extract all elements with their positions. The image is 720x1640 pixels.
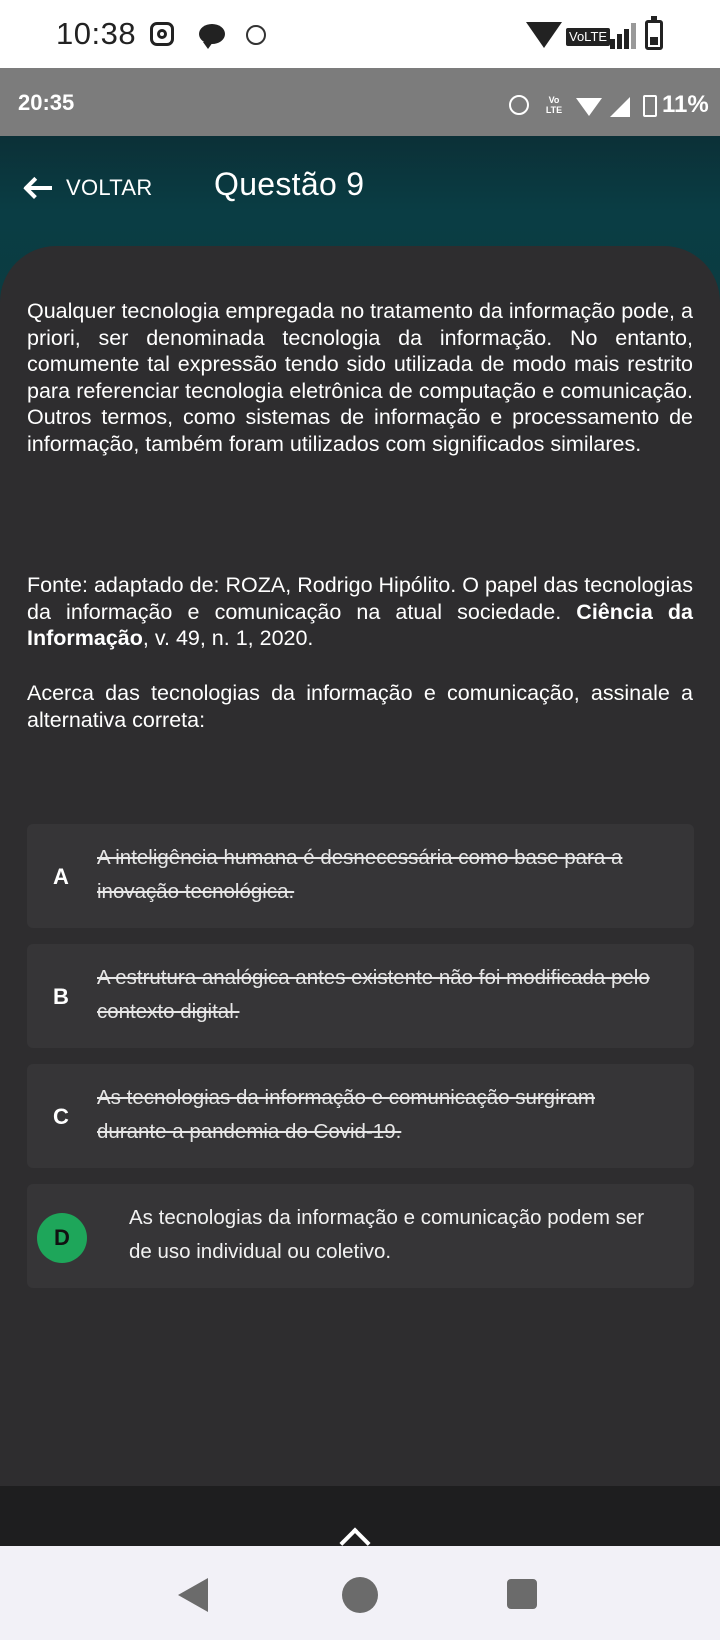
option-letter: C	[53, 1104, 69, 1129]
option-a[interactable]	[27, 824, 694, 928]
source-prefix: Fonte: adaptado de: ROZA, Rodrigo Hipólito. O papel das tecnologias da informação e comunicação na atual sociedade.	[27, 573, 693, 624]
cell-signal-icon	[610, 97, 630, 117]
device-clock: 10:38	[56, 16, 137, 51]
alarm-icon	[509, 95, 529, 115]
option-b[interactable]	[27, 944, 694, 1048]
selected-option-badge: D	[37, 1213, 87, 1263]
question-passage: Qualquer tecnologia empregada no tratamento da informação pode, a priori, ser denominada tecnologia da informação. No entanto, comumente tal expressão tendo sido utilizada de modo mais restrito para referenciar tecnologia eletrônica de computação e comunicação. Outros termos, como sistemas de informação e processamento de informação, também foram utilizados com significados similares.	[27, 299, 693, 456]
volte-label: VoLTE	[566, 28, 610, 46]
option-text: As tecnologias da informação e comunicação surgiram durante a pandemia do Covid-19.	[97, 1086, 595, 1143]
instagram-notification-icon	[150, 22, 174, 46]
volte-label: Vo LTE	[545, 95, 563, 115]
nav-recents-icon[interactable]	[507, 1579, 537, 1609]
page-title: Questão 9	[214, 166, 365, 202]
back-button-label: VOLTAR	[66, 175, 153, 200]
battery-icon	[643, 95, 657, 117]
option-c[interactable]	[27, 1064, 694, 1168]
option-letter: B	[53, 984, 69, 1009]
option-text: As tecnologias da informação e comunicação podem ser de uso individual ou coletivo.	[129, 1206, 645, 1263]
back-button[interactable]	[24, 168, 153, 208]
option-letter: A	[53, 864, 69, 889]
question-prompt: Acerca das tecnologias da informação e comunicação, assinale a alternativa correta:	[27, 681, 693, 732]
bottom-drawer-bar[interactable]	[0, 1486, 720, 1546]
wifi-icon	[526, 22, 562, 48]
alarm-icon	[246, 25, 266, 45]
option-text: A inteligência humana é desnecessária como base para a inovação tecnológica.	[97, 846, 623, 903]
device-status-bar	[0, 0, 720, 68]
message-notification-icon	[199, 24, 225, 44]
battery-percentage: 11%	[662, 91, 709, 118]
option-text: A estrutura analógica antes existente não foi modificada pelo contexto digital.	[97, 966, 650, 1023]
app-status-bar	[0, 68, 720, 136]
system-nav-bar	[0, 1546, 720, 1640]
wifi-icon	[576, 98, 602, 116]
cell-signal-icon	[610, 23, 636, 49]
arrow-left-icon	[24, 176, 54, 200]
source-journal: Ciência da Informação	[27, 599, 693, 650]
option-d[interactable]	[27, 1184, 694, 1288]
source-suffix: , v. 49, n. 1, 2020.	[142, 626, 314, 650]
battery-icon	[645, 20, 663, 50]
app-clock: 20:35	[18, 90, 75, 115]
nav-home-icon[interactable]	[342, 1577, 378, 1613]
nav-back-icon[interactable]	[178, 1578, 208, 1612]
question-source	[27, 572, 693, 652]
